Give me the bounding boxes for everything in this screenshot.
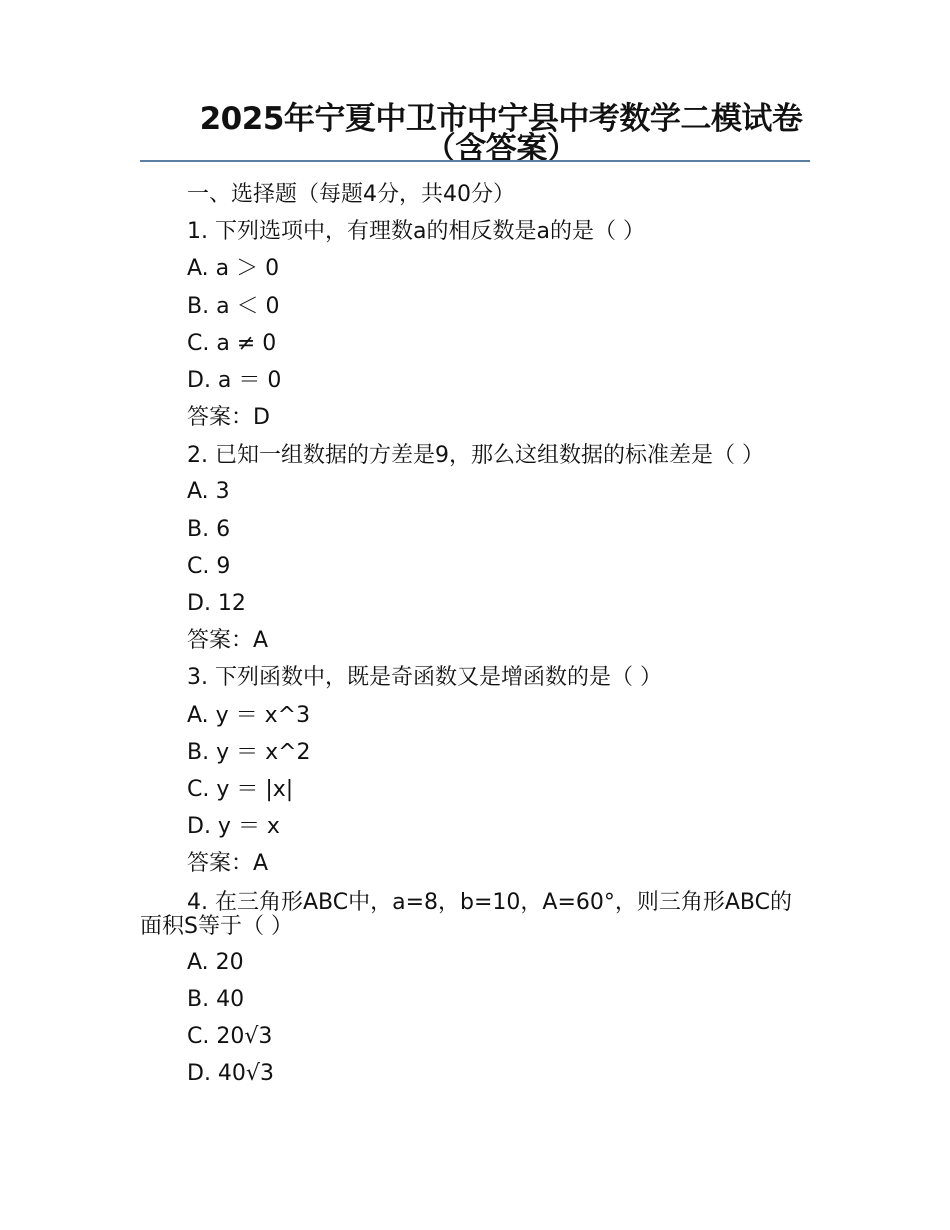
- option-c: C. a ≠ 0: [187, 330, 277, 356]
- answer: 答案：D: [187, 405, 270, 431]
- option-a: A. 20: [187, 949, 244, 975]
- option-b: B. y ＝ x^2: [187, 739, 311, 765]
- option-a: A. a ＞ 0: [187, 256, 280, 282]
- option-b: B. 40: [187, 986, 245, 1012]
- question-stem: 3. 下列函数中，既是奇函数又是增函数的是（ ）: [187, 665, 662, 691]
- option-d: D. 40√3: [187, 1061, 274, 1087]
- question-1: [140, 213, 810, 436]
- section-heading: 一、选择题（每题4分，共40分）: [187, 182, 515, 207]
- option-d: D. y ＝ x: [187, 814, 280, 840]
- question-stem: 2. 已知一组数据的方差是9，那么这组数据的标准差是（ ）: [187, 443, 764, 469]
- question-3: [140, 659, 810, 882]
- document-title: 2025年宁夏中卫市中宁县中考数学二模试卷（含答案）: [199, 101, 803, 167]
- answer: 答案：A: [187, 628, 269, 654]
- question-stem: 4. 在三角形ABC中，a=8，b=10，A=60°，则三角形ABC的面积S等于（ ）: [140, 889, 793, 939]
- option-b: B. 6: [187, 516, 231, 542]
- option-a: A. y ＝ x^3: [187, 702, 311, 728]
- question-stem: 1. 下列选项中，有理数a的相反数是a的是（ ）: [187, 219, 645, 245]
- option-d: D. a ＝ 0: [187, 368, 282, 394]
- option-a: A. 3: [187, 479, 230, 505]
- question-2: [140, 436, 810, 659]
- question-4: [140, 883, 810, 1093]
- answer: 答案：A: [187, 851, 269, 877]
- option-c: C. y ＝ |x|: [187, 777, 294, 803]
- option-d: D. 12: [187, 591, 246, 617]
- option-b: B. a ＜ 0: [187, 293, 280, 319]
- document-body: [140, 176, 810, 1092]
- option-c: C. 20√3: [187, 1024, 273, 1050]
- option-c: C. 9: [187, 553, 231, 579]
- title-divider: [140, 160, 810, 162]
